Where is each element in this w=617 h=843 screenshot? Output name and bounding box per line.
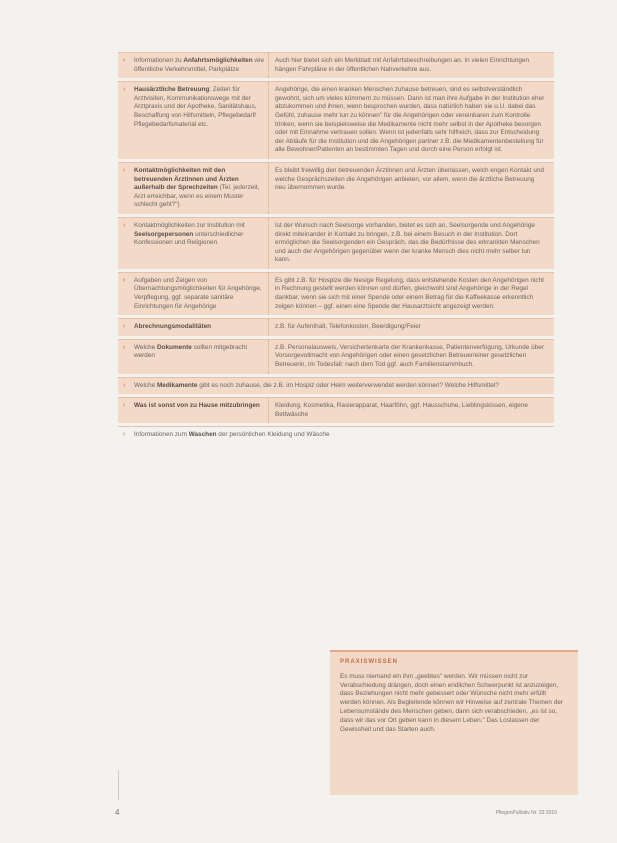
table-row	[118, 162, 554, 214]
row-description: Ist der Wunsch nach Seelsorge vorhanden, bietet es sich an, Seelsorgende und Angehörige direkt miteinander in Kontakt zu bringen, z.B. bei einem Besuch in der Institution. Dort ermöglichen die Seelsorgenden ein Gespräch, das die Bedürfnisse des erkrankten Menschen und auch der Angehörigen gegenüber wenn der kranke Mensch dies nicht mehr selber tun kann.	[268, 218, 554, 269]
topic-keyword: Anfahrtsmöglichkeiten	[183, 57, 253, 64]
bullet-arrow-icon: ›	[123, 402, 126, 410]
row-topic	[118, 53, 268, 78]
row-description: Kleidung, Kosmetika, Rasierapparat, Haarföhn, ggf. Hausschuhe, Lieblingskissen, eigene Bettwäsche	[268, 398, 554, 423]
row-topic	[118, 378, 554, 395]
row-description: Es gibt z.B. für Hospize die hiesige Regelung, dass entstehende Kosten den Angehörigen nicht in Rechnung gestellt werden können und dürfen, gleichwohl sind Angehörige in der Regel dankbar, wenn sie sich mit einer Spende oder einem Betrag für die Kaffeekasse erkenntlich zeigen können – ggf. einen eine Spende der Hausarztsicht angezeigt werden.	[268, 273, 554, 315]
topic-text: Welche	[134, 381, 157, 389]
margin-rule	[118, 770, 119, 800]
topic-keyword: Was ist sonst von zu Hause mitzubringen	[134, 402, 260, 410]
topic-text: unterschiedlicher Konfessionen und Religionen	[134, 230, 244, 247]
topic-keyword: Dokumente	[156, 343, 192, 351]
bullet-arrow-icon: ›	[123, 431, 126, 439]
topic-text: Kontaktmöglichkeiten zur Institution mit	[134, 221, 245, 229]
topic-keyword: Seelsorgepersonen	[134, 230, 194, 238]
practice-title: PRAXISWISSEN	[340, 659, 399, 665]
table-row	[118, 339, 554, 374]
topic-keyword: Abrechnungsmodalitäten	[134, 323, 212, 331]
row-topic	[118, 398, 268, 423]
info-table	[118, 52, 554, 447]
table-row	[118, 318, 554, 336]
table-row	[118, 426, 554, 444]
row-topic	[118, 427, 554, 444]
topic-keyword: Medikamente	[156, 381, 198, 389]
bullet-arrow-icon: ›	[123, 276, 126, 284]
bullet-arrow-icon: ›	[123, 343, 126, 351]
row-topic	[118, 319, 268, 336]
topic-text: der persönlichen Kleidung und Wäsche	[216, 431, 330, 439]
topic-text: Welche	[134, 343, 157, 351]
row-topic	[118, 273, 268, 315]
row-topic	[118, 340, 268, 374]
row-description: z.B. für Aufenthalt, Telefonkosten, Beerdigung/Feier	[268, 319, 554, 336]
topic-text: wie öffentliche Verkehrsmittel, Parkplätze	[134, 57, 265, 73]
topic-keyword: Kontaktmöglichkeiten mit den betreuenden Ärztinnen und Ärzten außerhalb der Sprechzeiten	[134, 166, 239, 192]
row-description: Es bleibt freiwillig den betreuenden Ärztinnen und Ärzten überlassen, welch engen Kontakt und welche Gesprächszeiten die Angehörigen anbieten, vor allem, wenn die ärztliche Betreuung neu übernommen wurde.	[268, 163, 554, 214]
bullet-arrow-icon: ›	[123, 323, 126, 331]
topic-text: Informationen zum	[134, 431, 189, 439]
bullet-arrow-icon: ›	[123, 221, 126, 229]
topic-text: Aufgaben und Zeigen von Übernachtungsmöglichkeiten für Angehörige, Verpflegung, ggf. separate sanitäre Einrichtungen für Angehörige	[134, 276, 262, 310]
page-number: 4	[115, 808, 120, 817]
bullet-arrow-icon: ›	[123, 381, 126, 389]
row-description: Angehörige, die einen kranken Menschen zuhause betreuen, sind es selbstverständlich gewohnt, sich um vieles kümmern zu müssen. Dann ist man ihre Aufgabe in der Institution eher abzukommen und ihnen, wenn besprochen wurden, dass natürlich haben sie u.U. dabei das Gefühl, zuhause mehr tun zu können" für die Angehörigen oder vereinbaren zum Kontrolle trinken, wenn sie beispielsweise die Medikamente nicht mehr selbst in der Apotheke besorgen oder mit Einnahme vertrauen sollen. Wenn ist jedenfalls sehr hilfreich, dass zur Entscheidung der Abläufe für die Institution und die Angehörigen partner z.B. die Medikamentenbestellung für alle Bewohner/Patienten an bestimmten Tagen und durch eine Person erfolgt ist.	[268, 82, 554, 159]
table-row	[118, 217, 554, 269]
table-row	[118, 81, 554, 159]
practice-text: Es muss niemand ein ihm „geebtes" werden. Wir müssen nicht zur Verabschiedung drängen, doch einen endlichen Schwerpunkt ist anzuzeigen, dass Beziehungen nicht mehr gebessert oder Wünsche nicht mehr erfüllt werden können. Als Begleitende können wir Hinweise auf zentrale Themen der Lebensumstände des Menschen geben, dann sich verabschieden, „es ist so, dass wir das vor Ort geben kann in diesem Leben." Das Loslassen der Gewissheit und das Starten auch.	[340, 672, 563, 733]
topic-keyword: Waschen	[188, 431, 217, 439]
topic-text: Informationen zu	[134, 57, 184, 64]
row-description: z.B. Personalausweis, Versichertenkarte der Krankenkasse, Patientenverfügung, Urkunde über Vorsorgevollmacht von Angehörigen oder einen gesetzlichen Betreuer/einer gesetzlichen Betreuerin, im Todesfall: nach dem Tod ggf. auch Familienstammbuch.	[268, 340, 554, 374]
bullet-arrow-icon: ›	[123, 86, 126, 94]
table-row	[118, 52, 554, 78]
practice-knowledge-box	[330, 650, 578, 795]
bullet-arrow-icon: ›	[123, 166, 126, 174]
topic-keyword: Hausärztliche Betreuung	[134, 86, 210, 94]
table-row	[118, 397, 554, 423]
topic-text: sollten mitgebracht werden	[134, 343, 248, 360]
topic-text: : Zeiten für Arztvisiten, Kommunikationswege mit der Arztpraxis und der Apotheke, Sanitätshaus, Beschaffung von Hilfsmitteln, Pflegebedarf/ Pflegebedarfsmaterial etc.	[134, 86, 257, 128]
row-description: Auch hier bietet sich ein Merkblatt mit Anfahrtsbeschreibungen an. In vielen Einrichtungen hängen Fahrpläne in der öffentlichen Nahverkehre aus.	[268, 53, 554, 78]
table-row	[118, 377, 554, 395]
topic-text: (Tel. jederzeit, Arzt erreichbar, wenn es einem Muster schlecht geht?")	[134, 184, 260, 209]
row-topic	[118, 82, 268, 159]
bullet-arrow-icon: ›	[123, 57, 126, 64]
footer-text: PflegenPalliativ Nr. 33 2016	[495, 810, 557, 816]
row-topic	[118, 163, 268, 214]
table-row	[118, 272, 554, 315]
topic-text: gibt es noch zuhause, die z.B. im Hospiz oder Heim weiterverwendet werden können? Welche Hilfsmittel?	[197, 381, 499, 389]
row-topic	[118, 218, 268, 269]
